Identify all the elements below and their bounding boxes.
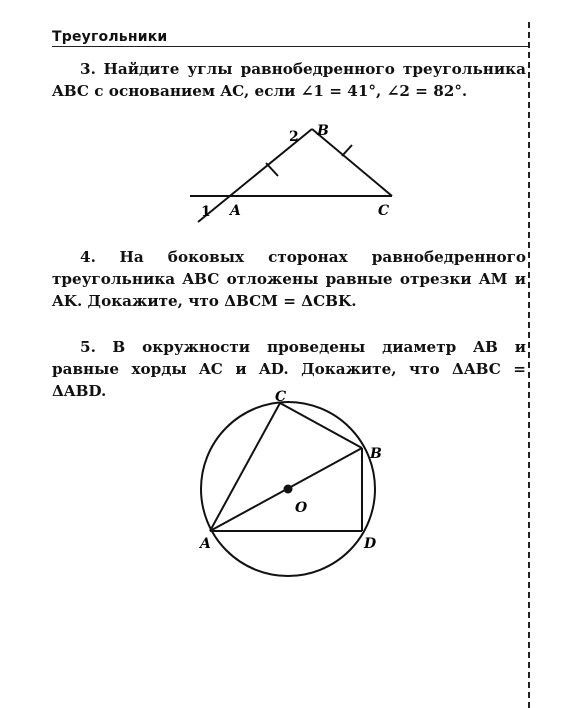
label-a: A xyxy=(230,203,241,219)
label-b: B xyxy=(317,123,329,139)
problem-4 xyxy=(52,246,526,312)
center-point-o xyxy=(284,485,293,494)
label-c: C xyxy=(378,203,390,219)
problem-4-text: На боковых сторонах равнобедренного треугольника ABC отложены равные отрезки AM и AK. Докажите, что ΔBCM = ΔCBK. xyxy=(52,248,527,310)
label-d: D xyxy=(364,536,377,552)
label-angle-2: 2 xyxy=(289,129,299,145)
label-c-circle: C xyxy=(275,389,287,405)
section-title: Треугольники xyxy=(52,29,168,45)
tick-mark-bc xyxy=(342,145,352,156)
problem-3-text: Найдите углы равнобедренного треугольника ABC с основанием AC, если ∠1 = 41°, ∠2 = 82°. xyxy=(52,60,526,100)
label-angle-1: 1 xyxy=(201,204,211,220)
problem-5-text: В окружности проведены диаметр AB и равные хорды AC и AD. Докажите, что ΔABC = ΔABD. xyxy=(52,338,526,400)
problem-5 xyxy=(52,336,526,402)
side-bc xyxy=(312,129,392,196)
problem-5-number: 5. xyxy=(80,338,96,356)
label-o: O xyxy=(295,500,308,516)
label-a-circle: A xyxy=(200,536,211,552)
label-b-circle: B xyxy=(370,446,382,462)
problem-3-number: 3. xyxy=(80,60,96,78)
problem-4-number: 4. xyxy=(80,248,96,266)
tick-mark-ab xyxy=(266,163,278,176)
chord-cb xyxy=(280,403,362,448)
